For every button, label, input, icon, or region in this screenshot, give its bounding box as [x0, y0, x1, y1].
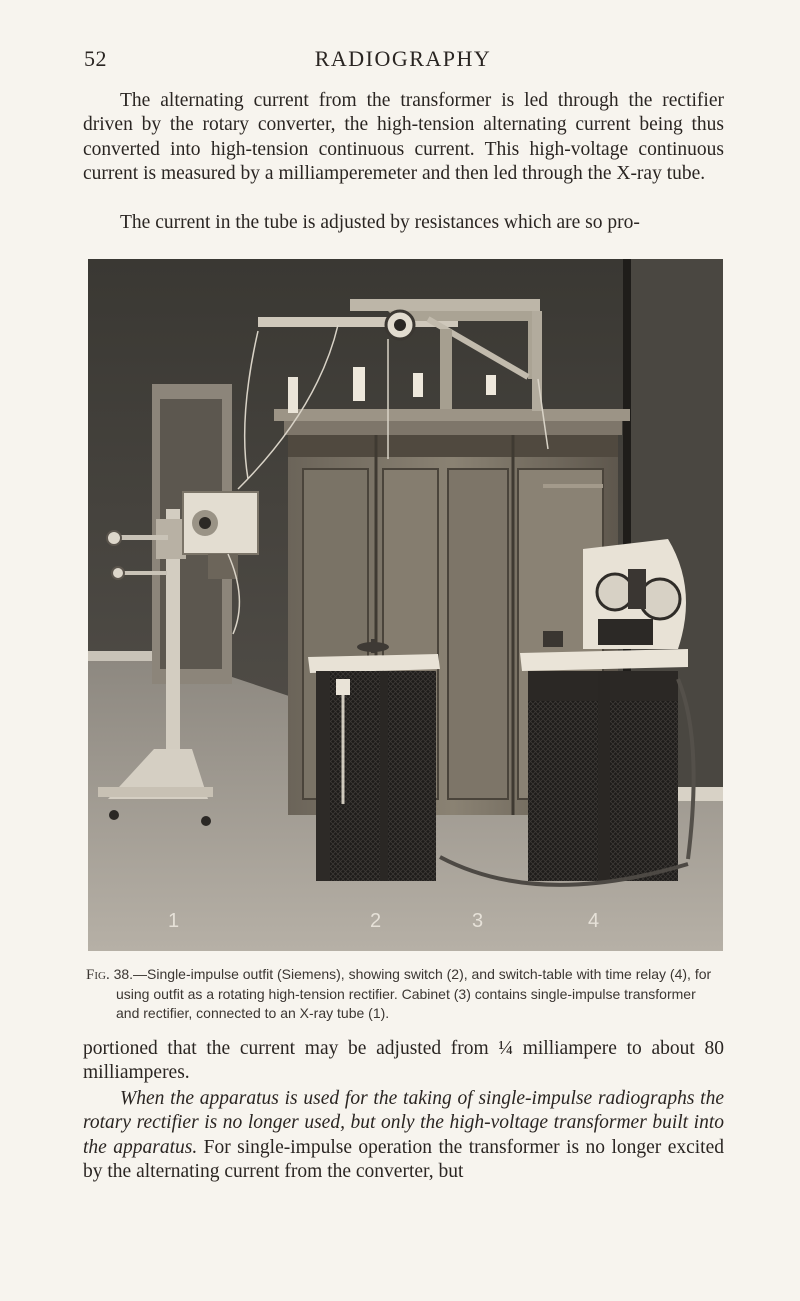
- page-number: 52: [84, 46, 107, 71]
- paragraph-milliamperes: portioned that the current may be adjusted from ¼ milliampere to about 80 milliamperes.: [83, 1038, 724, 1084]
- fig-number-3: 3: [472, 910, 484, 932]
- figure-photograph: [88, 259, 723, 951]
- figure-caption-text: 38.—Single-impulse outfit (Siemens), showing switch (2), and switch-table with time relay (4), for using outfit as a rotating high-tension rectifier. Cabinet (3) contains single-impulse transformer and rectifier, connected to an X-ray tube (1).: [113, 966, 712, 1021]
- fig-number-4: 4: [588, 910, 600, 932]
- paragraph-single-impulse-rest: For single-impulse operation the transformer is no longer excited by the alternating current from the converter, but: [83, 1136, 724, 1183]
- switch-pedestal-2: [308, 639, 440, 881]
- paragraph-current-adjust: The current in the tube is adjusted by resistances which are so pro-: [120, 212, 640, 233]
- figure-caption: [86, 965, 722, 1023]
- running-title: RADIOGRAPHY: [314, 46, 492, 71]
- paragraph-rectifier: The alternating current from the transformer is led through the rectifier driven by the rotary converter, the high-tension alternating current being thus converted into high-tension continuous current. This high-voltage continuous current is measured by a milliamperemeter and then led through the X-ray tube.: [83, 90, 724, 184]
- fig-number-1: 1: [168, 910, 180, 932]
- fig-number-2: 2: [370, 910, 382, 932]
- paragraph-single-impulse-italic: When the apparatus is used for the taking of single-impulse radiographs the rotary rectifier is no longer used, but only the high-voltage transformer built into the apparatus.: [83, 1088, 724, 1158]
- running-head: [84, 46, 722, 76]
- apparatus-illustration: [88, 259, 723, 951]
- figure-label: Fig.: [86, 967, 110, 983]
- paragraph-single-impulse: [83, 1087, 724, 1185]
